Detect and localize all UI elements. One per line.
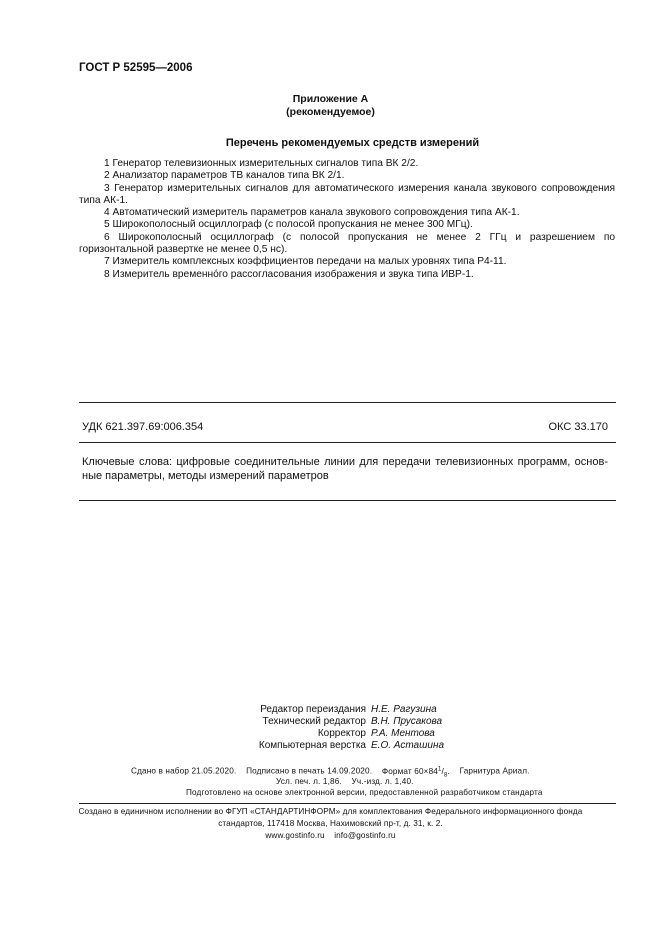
list-item: 1 Генератор телевизионных измерительных сигналов типа ВК 2/2.	[104, 158, 419, 169]
udc-code: УДК 621.397.69:006.354	[82, 421, 204, 433]
layout-role: Компьютерная верстка	[258, 740, 366, 751]
signed-date: Подписано в печать 14.09.2020.	[246, 766, 373, 776]
list-item: 8 Измеритель временнóго рассогласования изображения и звука типа ИВР-1.	[104, 268, 474, 280]
tech-editor-row	[0, 716, 661, 728]
publisher-line-2: стандартов, 117418 Москва, Нахимовский пр-т, д. 31, к. 2.	[218, 819, 443, 828]
publisher-contacts	[0, 830, 661, 842]
standard-number: ГОСТ Р 52595—2006	[79, 62, 193, 74]
proofreader-row	[0, 728, 661, 740]
submitted-date: Сдано в набор 21.05.2020.	[131, 766, 237, 776]
typeface: Гарнитура Ариал.	[459, 766, 530, 776]
publisher-line-1: Создано в единичном исполнении во ФГУП «СТАНДАРТИНФОРМ» для комплектования Федерального информационного фонда	[78, 807, 583, 816]
list-item: 4 Автоматический измеритель параметров канала звукового сопровождения типа АК-1.	[104, 207, 520, 219]
editor-row	[0, 704, 661, 716]
layout-row	[0, 740, 661, 752]
proofreader-role: Корректор	[317, 728, 366, 739]
list-item: 6 Широкополосный осциллограф (с полосой пропускания не менее 2 ГГц и разрешением по горизонтальной развертке не менее 0,5 нс).	[79, 231, 615, 256]
prepared-note: Подготовлено на основе электронной версии, предоставленной разработчиком стандарта	[186, 788, 543, 797]
list-item: 7 Измеритель комплексных коэффициентов передачи на малых уровнях типа Р4-11.	[104, 256, 507, 268]
proofreader-name: Р.А. Ментова	[371, 728, 435, 739]
list-item: 3 Генератор измерительных сигналов для автоматического измерения канала звукового сопровождения типа АК-1.	[79, 182, 615, 206]
print-sheets: Усл. печ. л. 1,86.	[276, 777, 342, 786]
divider	[79, 803, 616, 804]
divider	[79, 442, 616, 443]
annex-status: (рекомендуемое)	[286, 106, 375, 118]
email-link[interactable]: info@gostinfo.ru	[334, 831, 396, 840]
editor-name: Н.Е. Рагузина	[371, 704, 437, 715]
divider	[79, 402, 616, 403]
oks-code: ОКС 33.170	[548, 421, 608, 433]
paper-format: Формат $60\times 84^1/_8$.	[381, 766, 450, 779]
tech-editor-name: В.Н. Прусакова	[371, 716, 443, 727]
tech-editor-role: Технический редактор	[262, 716, 366, 727]
keywords: Ключевые слова: цифровые соединительные линии для передачи телевизионных программ, основ-ные параметры, методы измерений параметров	[82, 456, 608, 482]
editor-role: Редактор переиздания	[260, 704, 366, 715]
annex-title: Приложение А	[292, 93, 369, 105]
list-title: Перечень рекомендуемых средств измерений	[225, 137, 480, 149]
list-item: 2 Анализатор параметров ТВ каналов типа ВК 2/1.	[104, 170, 345, 182]
divider	[79, 500, 616, 501]
list-item: 5 Широкополосный осциллограф (с полосой пропускания не менее 300 МГц).	[104, 219, 473, 231]
sheets-row	[276, 777, 414, 786]
layout-name: Е.О. Асташина	[371, 740, 445, 751]
website-link[interactable]: www.gostinfo.ru	[265, 831, 325, 840]
publisher-sheets: Уч.-изд. л. 1,40.	[351, 777, 414, 786]
instrument-list	[79, 158, 615, 281]
